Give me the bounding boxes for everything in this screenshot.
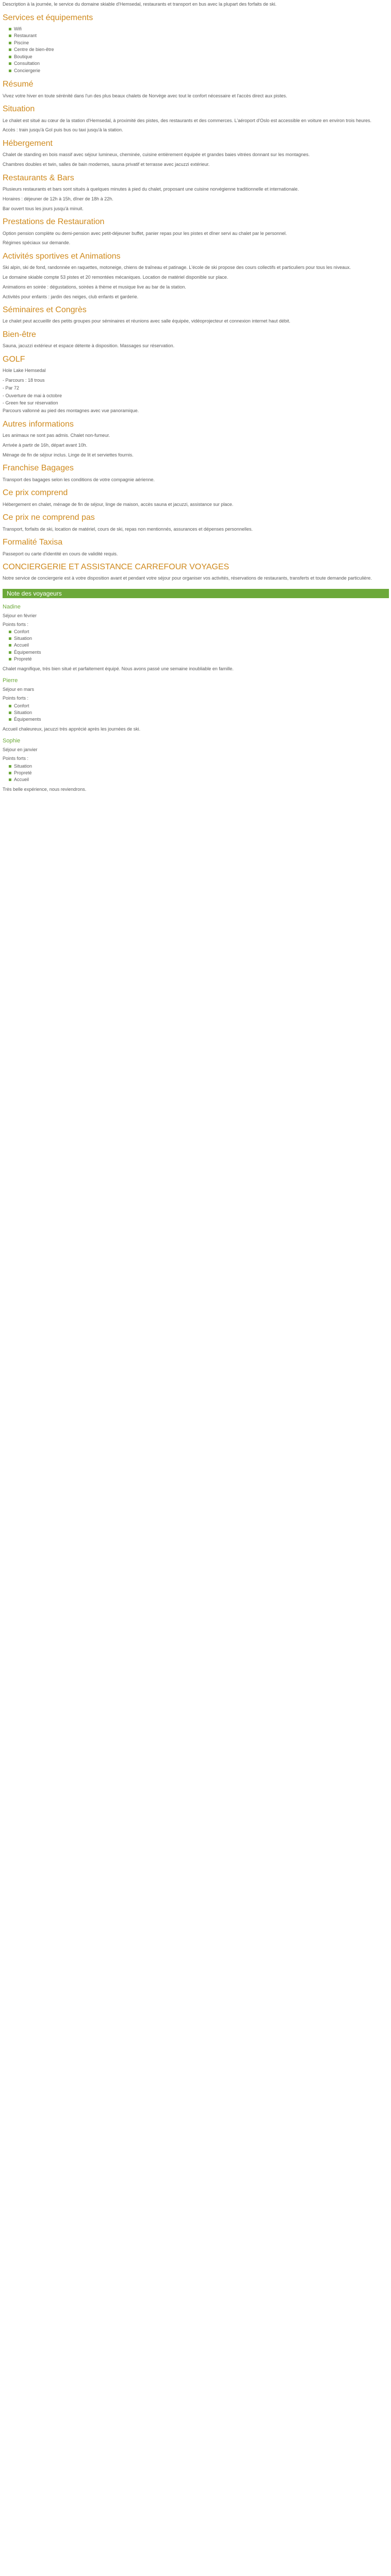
list-item: Situation	[9, 709, 389, 716]
list-item: Propreté	[9, 770, 389, 776]
hebergement-text-2: Chambres doubles et twin, salles de bain modernes, sauna privatif et terrasse avec jacuzzi extérieur.	[3, 162, 210, 167]
golf-text: Parcours vallonné au pied des montagnes avec vue panoramique.	[3, 408, 139, 414]
notes-banner: Note des voyageurs	[3, 589, 389, 598]
hebergement-text: Chalet de standing en bois massif avec séjour lumineux, cheminée, cuisine entièrement équipée et grandes baies vitrées donnant sur les montagnes.	[3, 152, 310, 158]
activites-text: Ski alpin, ski de fond, randonnée en raquettes, motoneige, chiens de traîneau et patinage. L'école de ski propose des cours collectifs et particuliers pour tous les niveaux.	[3, 265, 351, 270]
intro-text: Description à la journée, le service du domaine skiable d'Hemsedal, restaurants et transport en bus avec la plupart des forfaits de ski.	[3, 2, 276, 7]
review-label: Points forts :	[3, 755, 29, 761]
list-item: Propreté	[9, 656, 389, 663]
prix-non-comprend-title: Ce prix ne comprend pas	[3, 513, 95, 522]
review-date: Séjour en janvier	[3, 747, 38, 753]
list-item: Wifi	[9, 26, 389, 33]
list-item: Situation	[9, 763, 389, 770]
resume-text: Vivez votre hiver en toute sérénité dans l'un des plus beaux chalets de Norvège avec tout le confort nécessaire et l'accès direct aux pistes.	[3, 93, 287, 98]
prestations-title: Prestations de Restauration	[3, 217, 105, 227]
autres-text-3: Ménage de fin de séjour inclus. Linge de lit et serviettes fournis.	[3, 452, 134, 457]
review-list	[3, 763, 389, 783]
review-author: Sophie	[3, 738, 21, 744]
activites-text-2: Le domaine skiable compte 53 pistes et 20 remontées mécaniques. Location de matériel disponible sur place.	[3, 275, 229, 280]
review-comment: Très belle expérience, nous reviendrons.	[3, 786, 87, 792]
prix-comprend-title: Ce prix comprend	[3, 488, 68, 498]
activites-text-3: Animations en soirée : dégustations, soirées à thème et musique live au bar de la station.	[3, 284, 186, 290]
review-comment: Chalet magnifique, très bien situé et parfaitement équipé. Nous avons passé une semaine inoubliable en famille.	[3, 666, 234, 671]
situation-text: Le chalet est situé au cœur de la station d'Hemsedal, à proximité des pistes, des restaurants et des commerces. L'aéroport d'Oslo est accessible en voiture en environ trois heures.	[3, 117, 372, 123]
golf-title: GOLF	[3, 355, 25, 364]
hebergement-title: Hébergement	[3, 139, 53, 148]
golf-label: Hole Lake Hemsedal	[3, 368, 46, 374]
services-title: Services et équipements	[3, 13, 93, 22]
list-item: Équipements	[9, 716, 389, 723]
review-block	[3, 677, 389, 732]
review-date: Séjour en mars	[3, 686, 35, 692]
list-item: Accueil	[9, 642, 389, 649]
list-item: Accueil	[9, 776, 389, 783]
prestations-text-2: Régimes spéciaux sur demande.	[3, 240, 71, 246]
conciergerie-text: Notre service de conciergerie est à votre disposition avant et pendant votre séjour pour organiser vos activités, réservations de restaurants, transferts et toute demande particulière.	[3, 575, 372, 581]
review-author: Pierre	[3, 677, 18, 684]
resume-title: Résumé	[3, 80, 34, 89]
franchise-text: Transport des bagages selon les conditions de votre compagnie aérienne.	[3, 477, 155, 482]
autres-text-2: Arrivée à partir de 16h, départ avant 10h.	[3, 442, 88, 448]
prix-non-comprend-text: Transport, forfaits de ski, location de matériel, cours de ski, repas non mentionnés, assurances et dépenses personnelles.	[3, 526, 253, 532]
situation-title: Situation	[3, 105, 35, 114]
golf-line: - Par 72	[3, 385, 20, 391]
seminaires-title: Séminaires et Congrès	[3, 306, 87, 315]
list-item: Conciergerie	[9, 67, 389, 75]
activites-text-4: Activités pour enfants : jardin des neiges, club enfants et garderie.	[3, 294, 139, 299]
formalites-text: Passeport ou carte d'identité en cours de validité requis.	[3, 551, 118, 556]
services-list	[3, 26, 389, 75]
golf-line: - Ouverture de mai à octobre	[3, 393, 62, 398]
review-label: Points forts :	[3, 621, 29, 627]
autres-title: Autres informations	[3, 419, 74, 429]
review-block	[3, 737, 389, 792]
bienetre-text: Sauna, jacuzzi extérieur et espace détente à disposition. Massages sur réservation.	[3, 343, 175, 349]
prestations-text: Option pension complète ou demi-pension avec petit-déjeuner buffet, panier repas pour les pistes et dîner servi au chalet par le personnel.	[3, 230, 287, 236]
autres-text: Les animaux ne sont pas admis. Chalet non-fumeur.	[3, 433, 110, 438]
bienetre-title: Bien-être	[3, 330, 36, 340]
review-comment: Accueil chaleureux, jacuzzi très apprécié après les journées de ski.	[3, 726, 141, 732]
seminaires-text: Le chalet peut accueillir des petits groupes pour séminaires et réunions avec salle équipée, vidéoprojecteur et connexion internet haut débit.	[3, 318, 290, 324]
review-date: Séjour en février	[3, 613, 37, 618]
list-item: Boutique	[9, 54, 389, 61]
list-item: Situation	[9, 635, 389, 642]
list-item: Consultation	[9, 60, 389, 67]
formalites-title: Formalité Taxisa	[3, 538, 63, 547]
list-item: Équipements	[9, 649, 389, 656]
list-item: Piscine	[9, 40, 389, 47]
review-list	[3, 703, 389, 723]
prix-comprend-text: Hébergement en chalet, ménage de fin de séjour, linge de maison, accès sauna et jacuzzi, assistance sur place.	[3, 501, 234, 507]
review-label: Points forts :	[3, 695, 29, 701]
list-item: Restaurant	[9, 32, 389, 40]
franchise-title: Franchise Bagages	[3, 464, 74, 473]
document-page	[0, 1, 391, 792]
golf-line: - Green fee sur réservation	[3, 400, 58, 406]
golf-line: - Parcours : 18 trous	[3, 378, 45, 383]
review-block	[3, 603, 389, 672]
review-author: Nadine	[3, 604, 21, 611]
restaurants-hours: Horaires : déjeuner de 12h à 15h, dîner de 18h à 22h.	[3, 196, 113, 201]
list-item: Confort	[9, 703, 389, 709]
list-item: Confort	[9, 629, 389, 635]
activites-title: Activités sportives et Animations	[3, 252, 121, 261]
list-item: Centre de bien-être	[9, 46, 389, 54]
situation-access: Accès : train jusqu'à Gol puis bus ou taxi jusqu'à la station.	[3, 127, 123, 133]
restaurants-bar: Bar ouvert tous les jours jusqu'à minuit.	[3, 206, 84, 211]
restaurants-text: Plusieurs restaurants et bars sont situés à quelques minutes à pied du chalet, proposant une cuisine norvégienne traditionnelle et internationale.	[3, 187, 299, 192]
review-list	[3, 629, 389, 662]
restaurants-title: Restaurants & Bars	[3, 173, 74, 182]
conciergerie-title: CONCIERGERIE ET ASSISTANCE CARREFOUR VOYAGES	[3, 563, 230, 572]
